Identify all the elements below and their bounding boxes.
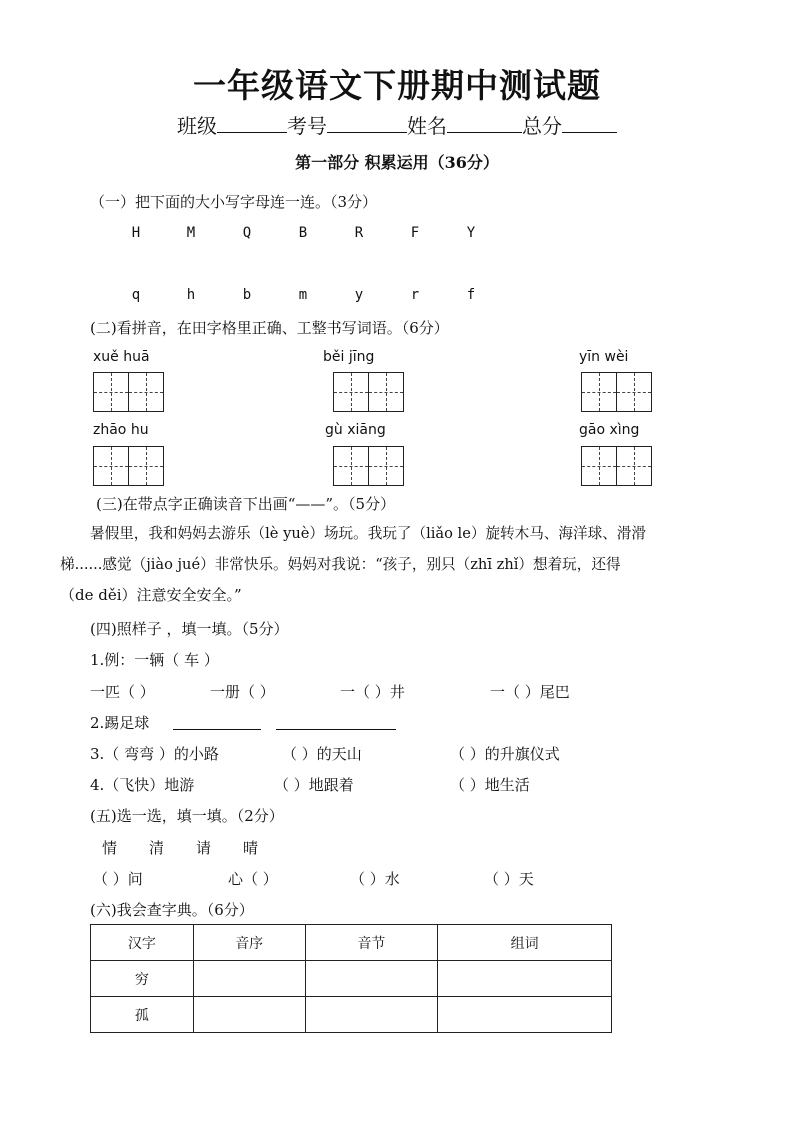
- measure-word-item[interactable]: 一（ ）井: [340, 683, 405, 701]
- fill-blank-item[interactable]: （ ）问: [93, 870, 143, 888]
- answer-blank[interactable]: [173, 713, 261, 730]
- option-character: 清: [149, 839, 165, 857]
- lower-letter: q: [131, 287, 141, 303]
- table-cell-blank[interactable]: [305, 961, 438, 997]
- q4-item2-label: 2.踢足球: [90, 714, 150, 732]
- table-header-row: [91, 925, 612, 961]
- q1-prompt: （一）把下面的大小写字母连一连。（3分）: [90, 193, 378, 211]
- q4-prompt: (四)照样子 ，填一填。（5分）: [90, 620, 289, 638]
- q3-paragraph-line: （de děi）注意安全安全。”: [60, 586, 242, 604]
- tianzige-box[interactable]: [333, 446, 404, 486]
- measure-word-item[interactable]: 一册（ ）: [210, 683, 275, 701]
- adverb-item[interactable]: 4.（飞快）地游: [90, 776, 195, 794]
- fill-blank-item[interactable]: （ ）水: [350, 870, 400, 888]
- name-blank[interactable]: [447, 114, 522, 133]
- upper-letter: M: [186, 225, 196, 241]
- table-header: 组词: [438, 925, 612, 961]
- q2-prompt: (二)看拼音，在田字格里正确、工整书写词语。（6分）: [90, 319, 449, 337]
- class-blank[interactable]: [217, 114, 287, 133]
- lower-letter: m: [298, 287, 308, 303]
- adjective-item[interactable]: （ ）的升旗仪式: [450, 745, 560, 763]
- dictionary-table: [90, 924, 612, 1033]
- score-label: 总分: [522, 114, 562, 138]
- answer-blank[interactable]: [276, 713, 396, 730]
- table-cell-blank[interactable]: [438, 997, 612, 1033]
- tianzige-box[interactable]: [581, 372, 652, 412]
- table-cell-character: 孤: [91, 997, 194, 1033]
- pinyin-label: yīn wèi: [579, 349, 629, 365]
- lower-letter: h: [186, 287, 196, 303]
- table-row: [91, 997, 612, 1033]
- measure-word-item[interactable]: 一（ ）尾巴: [490, 683, 570, 701]
- upper-letter: H: [131, 225, 141, 241]
- q4-example: 1.例：一辆（ 车 ）: [90, 651, 219, 669]
- pinyin-label: gù xiāng: [325, 422, 386, 438]
- pinyin-label: zhāo hu: [93, 422, 149, 438]
- pinyin-label: gāo xìng: [579, 422, 640, 438]
- table-header: 汉字: [91, 925, 194, 961]
- q6-prompt: (六)我会查字典。（6分）: [90, 901, 254, 919]
- table-row: [91, 961, 612, 997]
- class-label: 班级: [177, 114, 217, 138]
- score-blank[interactable]: [562, 114, 617, 133]
- fill-blank-item[interactable]: 心（ ）: [228, 870, 278, 888]
- tianzige-box[interactable]: [93, 372, 164, 412]
- q5-prompt: (五)选一选，填一填。（2分）: [90, 807, 284, 825]
- measure-word-item[interactable]: 一匹（ ）: [90, 683, 155, 701]
- upper-letter: B: [298, 225, 308, 241]
- table-cell-blank[interactable]: [193, 961, 305, 997]
- table-cell-blank[interactable]: [438, 961, 612, 997]
- adverb-item[interactable]: （ ）地跟着: [274, 776, 354, 794]
- upper-letter: Q: [242, 225, 252, 241]
- exam-no-blank[interactable]: [327, 114, 407, 133]
- lower-letter: y: [354, 287, 364, 303]
- q3-paragraph-line: 梯......感觉（jiào jué）非常快乐。妈妈对我说：“孩子，别只（zhī zhǐ）想着玩，还得: [60, 556, 621, 573]
- pinyin-label: xuě huā: [93, 349, 150, 365]
- upper-letter: Y: [466, 225, 476, 241]
- upper-letter: R: [354, 225, 364, 241]
- lower-letter: b: [242, 287, 252, 303]
- upper-letter: F: [410, 225, 420, 241]
- page-title: 一年级语文下册期中测试题: [193, 66, 601, 105]
- tianzige-box[interactable]: [333, 372, 404, 412]
- option-character: 晴: [243, 839, 259, 857]
- option-character: 情: [102, 839, 118, 857]
- pinyin-label: běi jīng: [323, 349, 375, 365]
- name-label: 姓名: [407, 114, 447, 138]
- lower-letter: f: [466, 287, 476, 303]
- q3-paragraph-line: 暑假里，我和妈妈去游乐（lè yuè）场玩。我玩了（liǎo le）旋转木马、海洋球、滑滑: [90, 525, 646, 542]
- adverb-item[interactable]: （ ）地生活: [450, 776, 530, 794]
- tianzige-box[interactable]: [93, 446, 164, 486]
- section-title: 第一部分 积累运用（36分）: [295, 153, 499, 172]
- option-character: 请: [196, 839, 212, 857]
- table-cell-blank[interactable]: [193, 997, 305, 1033]
- adjective-item[interactable]: 3.（ 弯弯 ）的小路: [90, 745, 219, 763]
- q3-prompt: (三)在带点字正确读音下出画“——”。（5分）: [96, 495, 396, 513]
- lower-letter: r: [410, 287, 420, 303]
- table-header: 音节: [305, 925, 438, 961]
- student-info-header: [0, 110, 794, 139]
- table-cell-character: 穷: [91, 961, 194, 997]
- adjective-item[interactable]: （ ）的天山: [282, 745, 362, 763]
- table-header: 音序: [193, 925, 305, 961]
- fill-blank-item[interactable]: （ ）天: [484, 870, 534, 888]
- tianzige-box[interactable]: [581, 446, 652, 486]
- exam-no-label: 考号: [287, 114, 327, 138]
- table-cell-blank[interactable]: [305, 997, 438, 1033]
